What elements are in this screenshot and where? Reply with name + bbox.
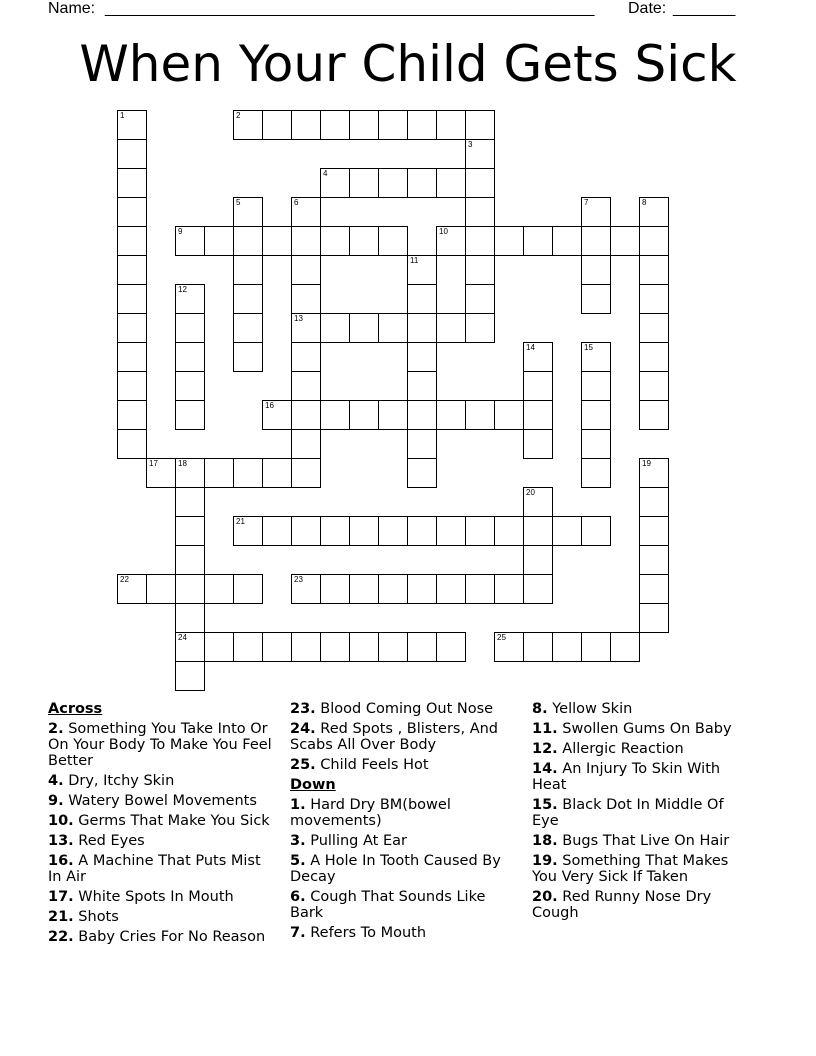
clue-num: 17. — [48, 889, 74, 905]
clue-number: 20 — [526, 488, 535, 497]
clue-num: 20. — [532, 889, 558, 905]
grid-cell[interactable] — [494, 574, 524, 604]
grid-cell[interactable] — [117, 139, 147, 169]
grid-cell[interactable] — [320, 110, 350, 140]
grid-cell[interactable] — [233, 574, 263, 604]
clue-number: 16 — [265, 401, 274, 410]
grid-cell[interactable] — [407, 516, 437, 546]
grid-cell[interactable] — [320, 516, 350, 546]
grid-cell[interactable] — [117, 371, 147, 401]
clue-text: Swollen Gums On Baby — [562, 721, 732, 737]
across-clue — [48, 793, 276, 809]
grid-cell[interactable] — [175, 371, 205, 401]
across-clue — [48, 889, 276, 905]
across-clue — [48, 721, 276, 769]
grid-cell[interactable] — [320, 574, 350, 604]
grid-cell[interactable] — [291, 516, 321, 546]
clue-num: 1. — [290, 797, 306, 813]
grid-cell[interactable] — [291, 371, 321, 401]
clue-number: 24 — [178, 633, 187, 642]
down-clue — [532, 853, 742, 885]
grid-cell[interactable] — [320, 168, 350, 198]
grid-cell[interactable] — [407, 110, 437, 140]
clue-text: Cough That Sounds Like Bark — [290, 889, 486, 921]
grid-cell[interactable] — [639, 574, 669, 604]
clue-number: 19 — [642, 459, 651, 468]
clue-text: A Hole In Tooth Caused By Decay — [290, 853, 501, 885]
grid-cell[interactable] — [175, 632, 205, 662]
clue-number: 12 — [178, 285, 187, 294]
clue-num: 5. — [290, 853, 306, 869]
grid-cell[interactable] — [320, 226, 350, 256]
clue-num: 4. — [48, 773, 64, 789]
grid-cell[interactable] — [639, 458, 669, 488]
clue-number: 4 — [323, 169, 328, 178]
clue-text: White Spots In Mouth — [78, 889, 234, 905]
grid-cell[interactable] — [233, 110, 263, 140]
grid-cell[interactable] — [262, 110, 292, 140]
grid-cell[interactable] — [610, 632, 640, 662]
grid-cell[interactable] — [320, 632, 350, 662]
grid-cell[interactable] — [581, 255, 611, 285]
grid-cell[interactable] — [233, 226, 263, 256]
across-heading: Across — [48, 701, 103, 717]
clue-number: 22 — [120, 575, 129, 584]
clue-num: 7. — [290, 925, 306, 941]
clue-num: 18. — [532, 833, 558, 849]
grid-cell[interactable] — [117, 168, 147, 198]
grid-cell[interactable] — [639, 400, 669, 430]
grid-cell[interactable] — [349, 226, 379, 256]
grid-cell[interactable] — [465, 110, 495, 140]
down-clue — [290, 889, 516, 921]
grid-cell[interactable] — [291, 400, 321, 430]
grid-cell[interactable] — [465, 226, 495, 256]
clue-text: Watery Bowel Movements — [68, 793, 257, 809]
grid-cell[interactable] — [349, 400, 379, 430]
grid-cell[interactable] — [552, 632, 582, 662]
clue-num: 13. — [48, 833, 74, 849]
grid-cell[interactable] — [262, 400, 292, 430]
grid-cell[interactable] — [494, 226, 524, 256]
grid-cell[interactable] — [581, 284, 611, 314]
grid-cell[interactable] — [523, 371, 553, 401]
clue-text: Baby Cries For No Reason — [78, 929, 266, 945]
clue-num: 10. — [48, 813, 74, 829]
grid-cell[interactable] — [175, 545, 205, 575]
page-title: When Your Child Gets Sick — [79, 35, 737, 93]
clue-text: Germs That Make You Sick — [78, 813, 270, 829]
grid-cell[interactable] — [639, 197, 669, 227]
clue-number: 15 — [584, 343, 593, 352]
grid-cell[interactable] — [581, 400, 611, 430]
grid-cell[interactable] — [436, 110, 466, 140]
clue-num: 16. — [48, 853, 74, 869]
clue-text: Child Feels Hot — [320, 757, 429, 773]
clue-text: Something You Take Into Or On Your Body To Make You Feel Better — [48, 721, 272, 769]
grid-cell[interactable] — [291, 429, 321, 459]
grid-cell[interactable] — [117, 429, 147, 459]
grid-cell[interactable] — [465, 255, 495, 285]
clue-text: Something That Makes You Very Sick If Taken — [532, 853, 729, 885]
grid-cell[interactable] — [117, 342, 147, 372]
grid-cell[interactable] — [465, 574, 495, 604]
grid-cell[interactable] — [639, 487, 669, 517]
grid-cell[interactable] — [436, 574, 466, 604]
grid-cell[interactable] — [378, 110, 408, 140]
grid-cell[interactable] — [204, 458, 234, 488]
down-clue — [290, 797, 516, 829]
across-clue — [48, 929, 276, 945]
grid-cell[interactable] — [523, 226, 553, 256]
grid-cell[interactable] — [117, 226, 147, 256]
grid-cell[interactable] — [175, 574, 205, 604]
grid-cell[interactable] — [349, 313, 379, 343]
clue-number: 21 — [236, 517, 245, 526]
clue-number: 2 — [236, 111, 241, 120]
grid-cell[interactable] — [117, 197, 147, 227]
grid-cell[interactable] — [175, 661, 205, 691]
grid-cell[interactable] — [378, 516, 408, 546]
clue-num: 25. — [290, 757, 316, 773]
clue-num: 23. — [290, 701, 316, 717]
grid-cell[interactable] — [175, 458, 205, 488]
grid-cell[interactable] — [175, 400, 205, 430]
grid-cell[interactable] — [349, 168, 379, 198]
grid-cell[interactable] — [146, 458, 176, 488]
date-label: Date: — [628, 0, 667, 17]
grid-cell[interactable] — [291, 110, 321, 140]
grid-cell[interactable] — [204, 226, 234, 256]
grid-cell[interactable] — [291, 342, 321, 372]
clue-text: An Injury To Skin With Heat — [532, 761, 721, 793]
clue-number: 18 — [178, 459, 187, 468]
grid-cell[interactable] — [581, 516, 611, 546]
clue-text: Yellow Skin — [552, 701, 633, 717]
across-clue — [48, 773, 276, 789]
clue-num: 2. — [48, 721, 64, 737]
across-clue — [48, 909, 276, 925]
grid-cell[interactable] — [523, 516, 553, 546]
grid-cell[interactable] — [581, 458, 611, 488]
grid-cell[interactable] — [581, 371, 611, 401]
grid-cell[interactable] — [465, 139, 495, 169]
grid-cell[interactable] — [378, 226, 408, 256]
grid-cell[interactable] — [639, 226, 669, 256]
down-clue — [532, 889, 742, 921]
clue-num: 11. — [532, 721, 558, 737]
clue-text: Red Eyes — [78, 833, 145, 849]
grid-cell[interactable] — [204, 632, 234, 662]
clue-number: 11 — [410, 256, 419, 265]
grid-cell[interactable] — [523, 632, 553, 662]
grid-cell[interactable] — [407, 400, 437, 430]
name-blank-line[interactable]: _______________________________________________________ — [105, 0, 595, 17]
grid-cell[interactable] — [175, 342, 205, 372]
grid-cell[interactable] — [349, 632, 379, 662]
grid-cell[interactable] — [523, 574, 553, 604]
grid-cell[interactable] — [175, 603, 205, 633]
grid-cell[interactable] — [639, 255, 669, 285]
clue-number: 17 — [149, 459, 158, 468]
grid-cell[interactable] — [233, 255, 263, 285]
grid-cell[interactable] — [407, 342, 437, 372]
across-clue — [290, 721, 516, 753]
grid-cell[interactable] — [291, 458, 321, 488]
grid-cell[interactable] — [639, 313, 669, 343]
clues-column-3 — [532, 701, 742, 925]
clue-number: 5 — [236, 198, 241, 207]
grid-cell[interactable] — [117, 400, 147, 430]
clue-text: Red Spots , Blisters, And Scabs All Over Body — [290, 721, 499, 753]
grid-cell[interactable] — [117, 574, 147, 604]
grid-cell[interactable] — [175, 487, 205, 517]
name-label: Name: — [48, 0, 96, 17]
grid-cell[interactable] — [465, 197, 495, 227]
grid-cell[interactable] — [465, 168, 495, 198]
down-clue — [532, 797, 742, 829]
grid-cell[interactable] — [523, 342, 553, 372]
across-clue — [290, 757, 516, 773]
grid-cell[interactable] — [262, 226, 292, 256]
down-clue — [532, 761, 742, 793]
clue-number: 9 — [178, 227, 183, 236]
grid-cell[interactable] — [291, 284, 321, 314]
clue-number: 23 — [294, 575, 303, 584]
grid-cell[interactable] — [204, 574, 234, 604]
clue-num: 8. — [532, 701, 548, 717]
grid-cell[interactable] — [639, 603, 669, 633]
grid-cell[interactable] — [378, 574, 408, 604]
clue-text: Refers To Mouth — [310, 925, 427, 941]
across-clue — [48, 833, 276, 849]
clue-number: 25 — [497, 633, 506, 642]
clue-num: 14. — [532, 761, 558, 777]
grid-cell[interactable] — [407, 574, 437, 604]
grid-cell[interactable] — [291, 226, 321, 256]
grid-cell[interactable] — [233, 632, 263, 662]
grid-cell[interactable] — [407, 371, 437, 401]
grid-cell[interactable] — [291, 574, 321, 604]
grid-cell[interactable] — [494, 632, 524, 662]
grid-cell[interactable] — [494, 400, 524, 430]
grid-cell[interactable] — [349, 516, 379, 546]
across-clue — [48, 813, 276, 829]
down-clue — [532, 721, 742, 737]
grid-cell[interactable] — [436, 313, 466, 343]
clue-num: 12. — [532, 741, 558, 757]
grid-cell[interactable] — [117, 313, 147, 343]
grid-cell[interactable] — [291, 313, 321, 343]
grid-cell[interactable] — [291, 197, 321, 227]
grid-cell[interactable] — [639, 371, 669, 401]
down-clue — [532, 701, 742, 717]
clue-text: Blood Coming Out Nose — [320, 701, 494, 717]
clue-text: Red Runny Nose Dry Cough — [532, 889, 712, 921]
grid-cell[interactable] — [523, 400, 553, 430]
grid-cell[interactable] — [639, 545, 669, 575]
grid-cell[interactable] — [523, 545, 553, 575]
grid-cell[interactable] — [175, 516, 205, 546]
down-clue — [532, 833, 742, 849]
clue-text: Allergic Reaction — [562, 741, 684, 757]
date-blank-line[interactable]: _______ — [673, 0, 736, 17]
grid-cell[interactable] — [175, 226, 205, 256]
clue-number: 6 — [294, 198, 299, 207]
grid-cell[interactable] — [378, 313, 408, 343]
down-clue — [290, 853, 516, 885]
grid-cell[interactable] — [117, 255, 147, 285]
clue-number: 7 — [584, 198, 589, 207]
grid-cell[interactable] — [581, 632, 611, 662]
grid-cell[interactable] — [407, 168, 437, 198]
grid-cell[interactable] — [407, 632, 437, 662]
grid-cell[interactable] — [465, 516, 495, 546]
clue-number: 10 — [439, 227, 448, 236]
grid-cell[interactable] — [262, 458, 292, 488]
grid-cell[interactable] — [407, 284, 437, 314]
grid-cell[interactable] — [378, 632, 408, 662]
clue-num: 15. — [532, 797, 558, 813]
clue-number: 8 — [642, 198, 647, 207]
clue-number: 1 — [120, 111, 125, 120]
grid-cell[interactable] — [523, 487, 553, 517]
clue-num: 24. — [290, 721, 316, 737]
clue-text: Pulling At Ear — [310, 833, 407, 849]
grid-cell[interactable] — [146, 574, 176, 604]
grid-cell[interactable] — [233, 313, 263, 343]
grid-cell[interactable] — [233, 197, 263, 227]
clues-column-2 — [290, 701, 516, 945]
down-heading: Down — [290, 777, 336, 793]
grid-cell[interactable] — [117, 284, 147, 314]
clue-number: 14 — [526, 343, 535, 352]
grid-cell[interactable] — [465, 313, 495, 343]
down-clue — [532, 741, 742, 757]
clue-text: A Machine That Puts Mist In Air — [48, 853, 261, 885]
grid-cell[interactable] — [639, 342, 669, 372]
grid-cell[interactable] — [233, 342, 263, 372]
clue-num: 6. — [290, 889, 306, 905]
grid-cell[interactable] — [581, 342, 611, 372]
clue-number: 13 — [294, 314, 303, 323]
clue-num: 19. — [532, 853, 558, 869]
grid-cell[interactable] — [262, 516, 292, 546]
clue-num: 21. — [48, 909, 74, 925]
grid-cell[interactable] — [407, 255, 437, 285]
grid-cell[interactable] — [233, 516, 263, 546]
across-clue — [290, 701, 516, 717]
grid-cell[interactable] — [465, 400, 495, 430]
clue-num: 3. — [290, 833, 306, 849]
grid-cell[interactable] — [552, 226, 582, 256]
grid-cell[interactable] — [117, 110, 147, 140]
grid-cell[interactable] — [436, 226, 466, 256]
clues-column-1 — [48, 701, 276, 949]
clue-text: Bugs That Live On Hair — [562, 833, 730, 849]
grid-cell[interactable] — [494, 516, 524, 546]
clue-num: 9. — [48, 793, 64, 809]
grid-cell[interactable] — [407, 429, 437, 459]
clue-number: 3 — [468, 140, 473, 149]
clue-num: 22. — [48, 929, 74, 945]
grid-cell[interactable] — [233, 284, 263, 314]
grid-cell[interactable] — [175, 313, 205, 343]
clue-text: Hard Dry BM(bowel movements) — [290, 797, 451, 829]
grid-cell[interactable] — [349, 110, 379, 140]
down-clue — [290, 925, 516, 941]
clue-text: Black Dot In Middle Of Eye — [532, 797, 724, 829]
grid-cell[interactable] — [610, 226, 640, 256]
grid-cell[interactable] — [407, 458, 437, 488]
grid-cell[interactable] — [436, 632, 466, 662]
grid-cell[interactable] — [320, 313, 350, 343]
grid-cell[interactable] — [639, 284, 669, 314]
grid-cell[interactable] — [349, 574, 379, 604]
grid-cell[interactable] — [552, 516, 582, 546]
grid-cell[interactable] — [639, 516, 669, 546]
grid-cell[interactable] — [581, 429, 611, 459]
grid-cell[interactable] — [262, 632, 292, 662]
grid-cell[interactable] — [581, 197, 611, 227]
grid-cell[interactable] — [436, 400, 466, 430]
grid-cell[interactable] — [523, 429, 553, 459]
grid-cell[interactable] — [581, 226, 611, 256]
grid-cell[interactable] — [436, 168, 466, 198]
grid-cell[interactable] — [378, 400, 408, 430]
grid-cell[interactable] — [291, 632, 321, 662]
grid-cell[interactable] — [291, 255, 321, 285]
across-clue — [48, 853, 276, 885]
grid-cell[interactable] — [233, 458, 263, 488]
grid-cell[interactable] — [175, 284, 205, 314]
grid-cell[interactable] — [407, 313, 437, 343]
clue-text: Shots — [78, 909, 119, 925]
grid-cell[interactable] — [465, 284, 495, 314]
grid-cell[interactable] — [436, 516, 466, 546]
grid-cell[interactable] — [378, 168, 408, 198]
clue-text: Dry, Itchy Skin — [68, 773, 175, 789]
down-clue — [290, 833, 516, 849]
grid-cell[interactable] — [320, 400, 350, 430]
